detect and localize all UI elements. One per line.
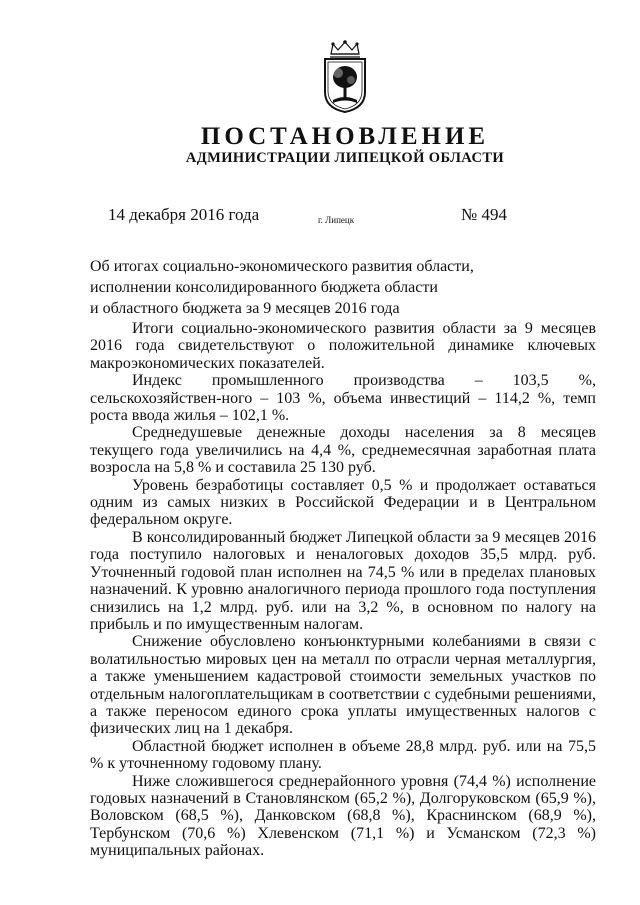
document-heading — [90, 256, 474, 319]
body-paragraph: Областной бюджет исполнен в объеме 28,8 млрд. руб. или на 75,5 % к уточненному годовому плану. — [90, 737, 596, 773]
coat-of-arms-emblem — [319, 40, 371, 114]
body-paragraph: Ниже сложившегося среднерайонного уровня (74,4 %) исполнение годовых назначений в Становлянском (65,2 %), Долгоруковском (65,9 %), Воловском (68,5 %), Данковском (68,8 %), Краснинском (68,9 %), Тербунском (70,6 %) Хлевенском (71,1 %) и Усманском (72,3 %) муниципальных районах. — [90, 772, 596, 860]
document-date: 14 декабря 2016 года — [108, 205, 260, 224]
document-number: № 494 — [461, 205, 507, 224]
body-paragraph: Среднедушевые денежные доходы населения за 8 месяцев текущего года увеличились на 4,4 %, среднемесячная заработная плата возросла на 5,8 % и составила 25 130 руб. — [90, 424, 596, 477]
heading-line: исполнении консолидированного бюджета области — [90, 279, 438, 296]
document-body — [90, 320, 596, 860]
body-paragraph: Снижение обусловлено конъюнктурными колебаниями в связи с волатильностью мировых цен на металл по отрасли черная металлургия, а также уменьшением кадастровой стоимости земельных участков по отдельным налогоплательщикам в соответствии с судебными решениями, а также переносом единого срока уплаты имущественных налогов с физических лиц на 1 декабря. — [90, 633, 596, 738]
body-paragraph: В консолидированный бюджет Липецкой области за 9 месяцев 2016 года поступило налоговых и неналоговых доходов 35,5 млрд. руб. Уточненный годовой план исполнен на 74,5 % или в пределах плановых назначений. К уровню аналогичного периода прошлого года поступления снизились на 1,2 млрд. руб. или на 3,2 %, в основном по налогу на прибыль и по имущественным налогам. — [90, 528, 596, 633]
body-paragraph: Индекс промышленного производства – 103,5 %, сельскохозяйствен-ного – 103 %, объема инвестиций – 114,2 %, темп роста ввода жилья – 102,1 %. — [90, 372, 596, 425]
heading-line: Об итогах социально-экономического развития области, — [90, 258, 474, 275]
document-type-title: ПОСТАНОВЛЕНИЕ — [200, 123, 490, 150]
issuing-authority: АДМИНИСТРАЦИИ ЛИПЕЦКОЙ ОБЛАСТИ — [185, 150, 505, 166]
crown-icon — [330, 41, 360, 57]
body-paragraph: Уровень безработицы составляет 0,5 % и продолжает оставаться одним из самых низких в Российской Федерации и в Центральном федеральном округе. — [90, 476, 596, 529]
document-city: г. Липецк — [318, 215, 355, 225]
body-paragraph: Итоги социально-экономического развития области за 9 месяцев 2016 года свидетельствуют о положительной динамике ключевых макроэкономических показателей. — [90, 320, 596, 372]
heading-line: и областного бюджета за 9 месяцев 2016 года — [90, 300, 400, 317]
